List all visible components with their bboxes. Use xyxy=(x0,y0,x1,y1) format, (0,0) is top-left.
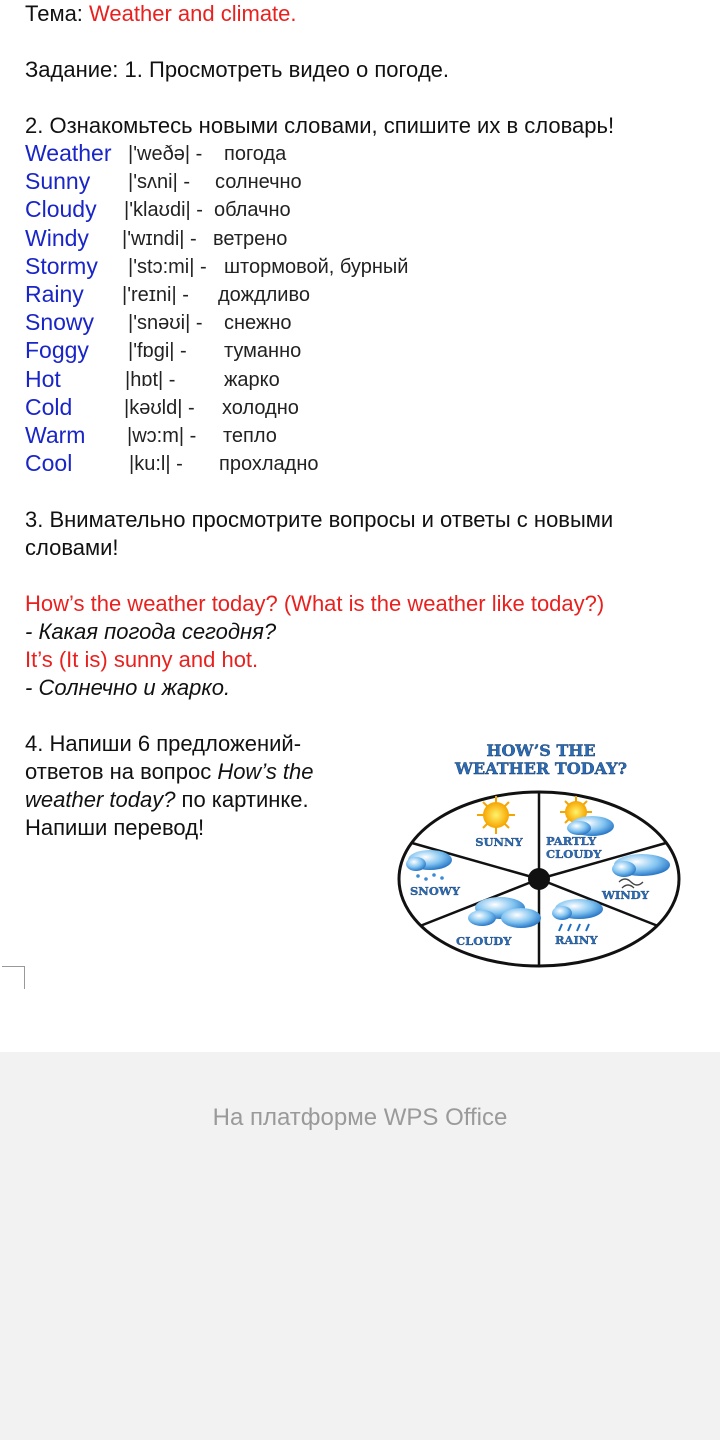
vocab-translation: облачно xyxy=(214,199,291,222)
topic-label: Тема: xyxy=(25,1,83,26)
vocab-transcription: |'sʌni| - xyxy=(128,171,190,194)
task2-text: Ознакомьтесь новыми словами, спишите их в словарь! xyxy=(49,113,615,138)
footer-platform-text: На платформе WPS Office xyxy=(212,1104,508,1131)
task2-line xyxy=(25,112,614,140)
question-russian: - Какая погода сегодня? xyxy=(25,619,277,644)
vocab-word: Rainy xyxy=(25,281,84,307)
vocab-word: Cold xyxy=(25,393,73,420)
vocab-transcription: |'stɔ:mi| - xyxy=(128,255,207,278)
answer-english: It’s (It is) sunny and hot. xyxy=(25,647,259,672)
task4-number: 4. xyxy=(25,731,44,756)
task3-line xyxy=(25,506,613,534)
task4-question-part1: How’s the xyxy=(217,759,314,784)
label-cloudy: CLOUDY xyxy=(456,934,512,948)
wheel-title-line2: WEATHER TODAY? xyxy=(455,759,627,778)
vocab-word: Cloudy xyxy=(25,196,97,223)
task4-line3 xyxy=(25,786,309,814)
vocab-translation: дождливо xyxy=(218,284,310,306)
task1-label: Задание: xyxy=(25,57,119,82)
vocab-transcription: |'weðə| - xyxy=(128,143,203,165)
vocab-word: Weather xyxy=(25,140,112,166)
label-partly: PARTLY xyxy=(546,834,597,848)
vocab-transcription: |hɒt| - xyxy=(125,368,176,391)
vocab-transcription: |'wɪndi| - xyxy=(122,227,197,250)
vocab-word: Warm xyxy=(25,422,86,448)
wheel-title-line1: HOW’S THE xyxy=(486,741,596,760)
vocab-translation: снежно xyxy=(224,312,292,335)
task4-text1: Напиши 6 предложений- xyxy=(49,731,302,756)
label-windy: WINDY xyxy=(602,888,649,902)
vocab-translation: туманно xyxy=(224,340,302,363)
task1-number: 1. xyxy=(124,57,143,82)
question-english: How’s the weather today? (What is the weather like today?) xyxy=(25,591,605,616)
task4-line2 xyxy=(25,758,314,786)
page-corner-mark xyxy=(2,966,25,989)
vocab-translation: погода xyxy=(224,143,287,165)
topic-line xyxy=(25,0,297,28)
vocab-translation: штормовой, бурный xyxy=(224,255,409,278)
label-sunny: SUNNY xyxy=(475,835,523,849)
task4-line1 xyxy=(25,730,301,758)
vocab-translation: солнечно xyxy=(215,171,302,194)
topic-value: Weather and climate. xyxy=(89,1,297,26)
vocab-word: Foggy xyxy=(25,337,89,364)
task1-text: Просмотреть видео о погоде. xyxy=(149,57,449,82)
vocab-word: Snowy xyxy=(25,309,95,336)
label-snowy: SNOWY xyxy=(410,884,460,898)
vocab-word: Cool xyxy=(25,450,73,477)
vocab-translation: тепло xyxy=(223,425,277,447)
wheel-center xyxy=(528,868,550,890)
task2-number: 2. xyxy=(25,113,44,138)
vocab-transcription: |wɔ:m| - xyxy=(127,425,197,447)
vocab-translation: жарко xyxy=(224,368,280,391)
vocab-word: Hot xyxy=(25,365,61,392)
vocab-transcription: |ku:l| - xyxy=(129,453,183,476)
task4-line4: Напиши перевод! xyxy=(25,815,205,840)
task3-text: Внимательно просмотрите вопросы и ответы с новыми xyxy=(49,507,614,532)
vocab-transcription: |'snəʊi| - xyxy=(128,312,203,335)
vocab-translation: холодно xyxy=(222,396,299,419)
vocab-translation: ветрено xyxy=(213,227,288,250)
vocab-word: Windy xyxy=(25,224,89,251)
label-rainy: RAINY xyxy=(555,933,598,947)
task3-number: 3. xyxy=(25,507,44,532)
answer-russian: - Солнечно и жарко. xyxy=(25,675,231,700)
label-partly-cloudy: CLOUDY xyxy=(546,847,602,861)
vocab-transcription: |'fɒgi| - xyxy=(128,340,187,363)
task3-line2: словами! xyxy=(25,535,119,560)
vocab-transcription: |'reɪni| - xyxy=(122,284,189,306)
task1-line xyxy=(25,56,449,84)
task4-text3: по картинке. xyxy=(175,787,309,812)
vocab-word: Sunny xyxy=(25,168,91,195)
task4-question-part2: weather today? xyxy=(25,787,176,812)
task4-text2: ответов на вопрос xyxy=(25,759,218,784)
vocab-translation: прохладно xyxy=(219,453,319,476)
weather-wheel-image xyxy=(396,738,686,970)
vocab-transcription: |'klaʊdi| - xyxy=(124,199,203,222)
vocab-transcription: |kəʊld| - xyxy=(124,396,195,419)
vocab-word: Stormy xyxy=(25,252,98,279)
